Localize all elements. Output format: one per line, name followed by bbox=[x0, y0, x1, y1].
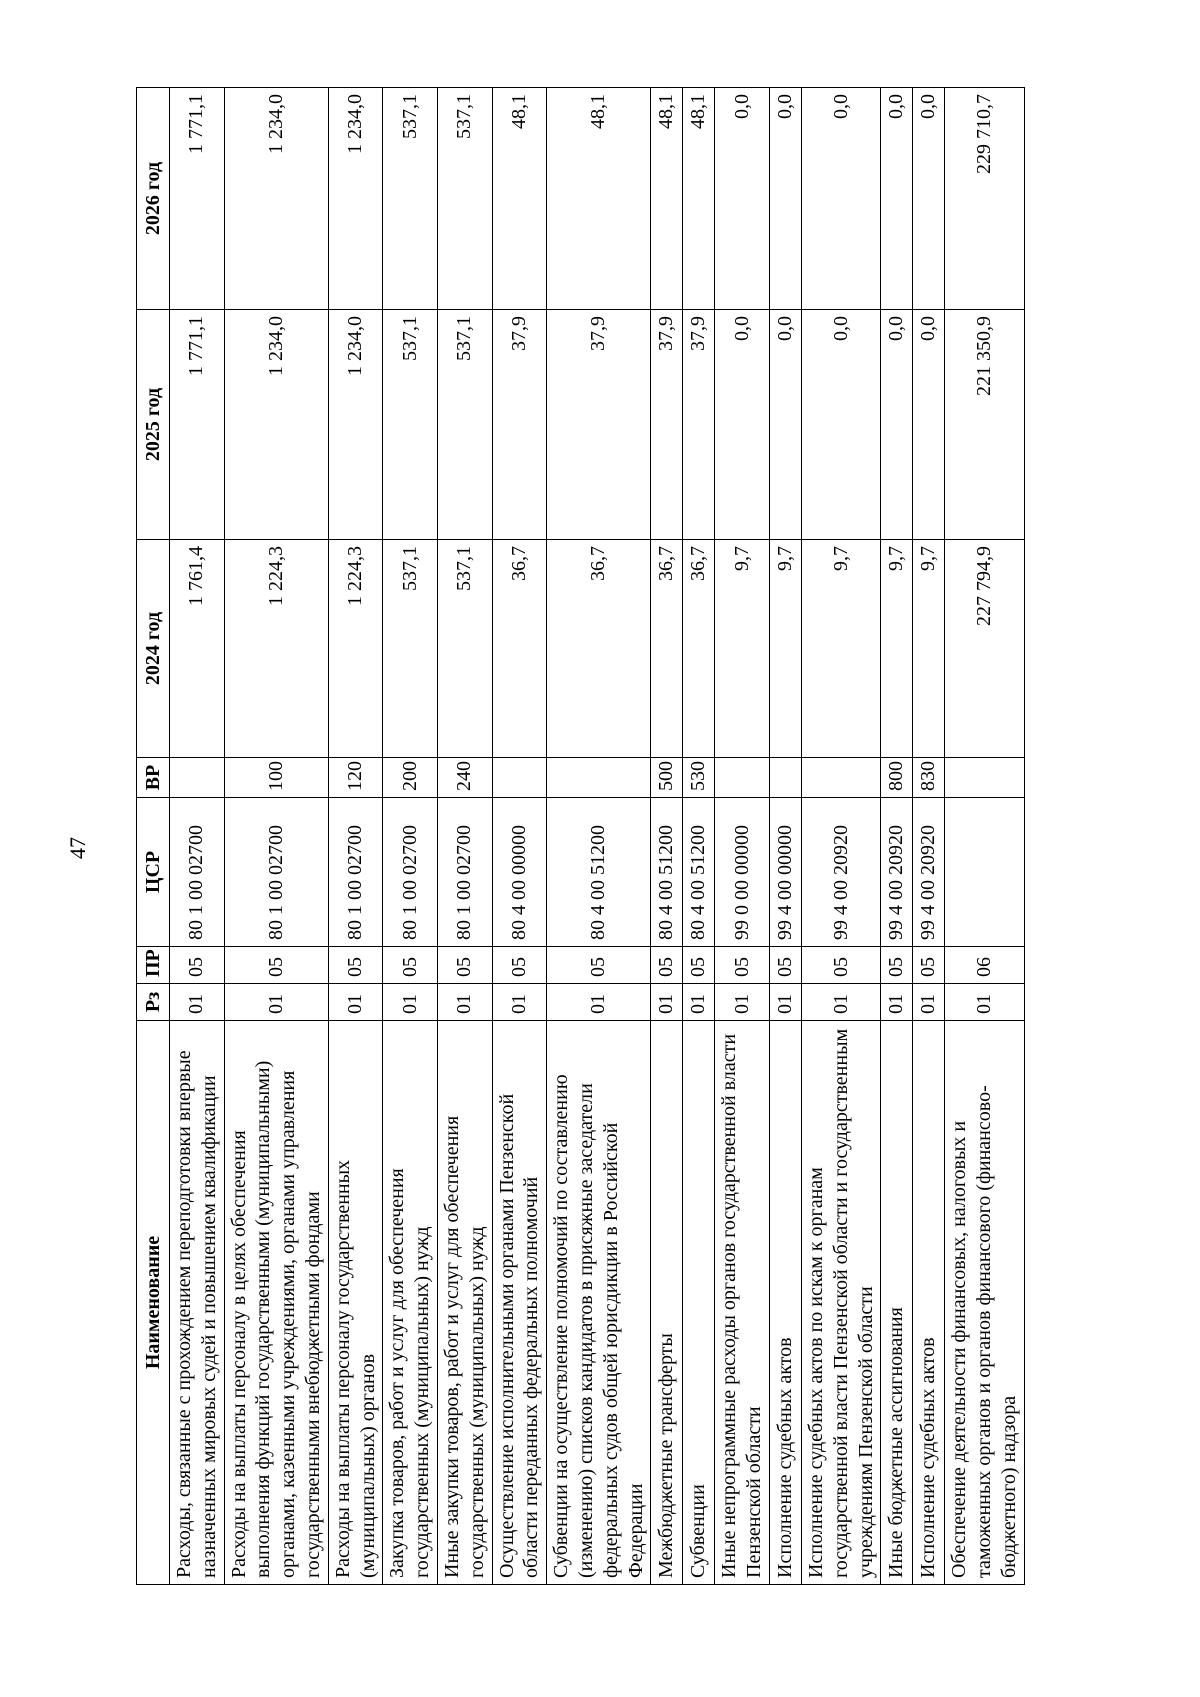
cell-2024: 9,7 bbox=[715, 540, 770, 758]
cell-2026: 0,0 bbox=[801, 88, 880, 310]
cell-2025: 1 771,1 bbox=[170, 310, 225, 540]
col-header-name: Наименование bbox=[137, 1021, 170, 1585]
cell-name: Субвенции на осуществление полномочий по составлению (изменению) списков кандидатов в присяжные заседатели федеральных судов общей юрисдикции в Российской Федерации bbox=[547, 1021, 651, 1585]
cell-rz: 01 bbox=[224, 984, 328, 1021]
cell-2025: 37,9 bbox=[492, 310, 547, 540]
cell-2026: 537,1 bbox=[383, 88, 438, 310]
cell-vr bbox=[547, 758, 651, 798]
cell-2026: 229 710,7 bbox=[945, 88, 1024, 310]
cell-2024: 1 224,3 bbox=[328, 540, 383, 758]
cell-2025: 221 350,9 bbox=[945, 310, 1024, 540]
cell-2025: 537,1 bbox=[437, 310, 492, 540]
col-header-2026: 2026 год bbox=[137, 88, 170, 310]
cell-csr: 80 1 00 02700 bbox=[224, 798, 328, 947]
cell-2024: 36,7 bbox=[651, 540, 683, 758]
table-row bbox=[715, 88, 770, 1585]
cell-name: Субвенции bbox=[683, 1021, 715, 1585]
cell-2026: 48,1 bbox=[492, 88, 547, 310]
cell-2024: 36,7 bbox=[547, 540, 651, 758]
cell-pr: 05 bbox=[913, 947, 945, 984]
cell-csr: 99 4 00 20920 bbox=[881, 798, 913, 947]
table-row bbox=[881, 88, 913, 1585]
cell-2026: 0,0 bbox=[715, 88, 770, 310]
cell-vr bbox=[945, 758, 1024, 798]
cell-2026: 0,0 bbox=[913, 88, 945, 310]
table-row bbox=[683, 88, 715, 1585]
cell-rz: 01 bbox=[437, 984, 492, 1021]
cell-rz: 01 bbox=[913, 984, 945, 1021]
cell-rz: 01 bbox=[547, 984, 651, 1021]
cell-name: Осуществление исполнительными органами Пензенской области переданных федеральных полномочий bbox=[492, 1021, 547, 1585]
cell-rz: 01 bbox=[881, 984, 913, 1021]
budget-table bbox=[136, 87, 1025, 1585]
cell-name: Исполнение судебных актов по искам к органам государственной власти Пензенской области и государственным учреждениям Пензенской области bbox=[801, 1021, 880, 1585]
cell-name: Межбюджетные трансферты bbox=[651, 1021, 683, 1585]
cell-name: Иные бюджетные ассигнования bbox=[881, 1021, 913, 1585]
cell-2026: 1 234,0 bbox=[328, 88, 383, 310]
table-row bbox=[437, 88, 492, 1585]
cell-2024: 537,1 bbox=[437, 540, 492, 758]
cell-pr: 05 bbox=[715, 947, 770, 984]
cell-name: Иные закупки товаров, работ и услуг для обеспечения государственных (муниципальных) нужд bbox=[437, 1021, 492, 1585]
cell-pr: 05 bbox=[383, 947, 438, 984]
cell-2024: 9,7 bbox=[769, 540, 801, 758]
cell-pr: 05 bbox=[224, 947, 328, 984]
cell-rz: 01 bbox=[170, 984, 225, 1021]
table-row bbox=[224, 88, 328, 1585]
cell-2024: 9,7 bbox=[913, 540, 945, 758]
cell-pr: 05 bbox=[492, 947, 547, 984]
cell-2024: 9,7 bbox=[881, 540, 913, 758]
cell-2026: 0,0 bbox=[769, 88, 801, 310]
table-row bbox=[383, 88, 438, 1585]
cell-2025: 537,1 bbox=[383, 310, 438, 540]
cell-rz: 01 bbox=[945, 984, 1024, 1021]
rotated-table-container bbox=[136, 88, 1054, 1585]
cell-2026: 48,1 bbox=[547, 88, 651, 310]
cell-rz: 01 bbox=[715, 984, 770, 1021]
cell-csr: 80 1 00 02700 bbox=[437, 798, 492, 947]
cell-vr bbox=[715, 758, 770, 798]
cell-name: Исполнение судебных актов bbox=[769, 1021, 801, 1585]
cell-vr bbox=[170, 758, 225, 798]
cell-2024: 36,7 bbox=[492, 540, 547, 758]
cell-pr: 05 bbox=[769, 947, 801, 984]
cell-2026: 48,1 bbox=[683, 88, 715, 310]
cell-2025: 0,0 bbox=[715, 310, 770, 540]
col-header-2024: 2024 год bbox=[137, 540, 170, 758]
cell-2026: 48,1 bbox=[651, 88, 683, 310]
cell-name: Расходы на выплаты персоналу государственных (муниципальных) органов bbox=[328, 1021, 383, 1585]
table-row bbox=[170, 88, 225, 1585]
cell-csr: 99 0 00 00000 bbox=[715, 798, 770, 947]
cell-csr: 80 4 00 51200 bbox=[651, 798, 683, 947]
header-row bbox=[137, 88, 170, 1585]
cell-pr: 05 bbox=[801, 947, 880, 984]
col-header-rz: Рз bbox=[137, 984, 170, 1021]
cell-csr bbox=[945, 798, 1024, 947]
cell-pr: 05 bbox=[170, 947, 225, 984]
cell-2024: 36,7 bbox=[683, 540, 715, 758]
cell-name: Иные непрограммные расходы органов государственной власти Пензенской области bbox=[715, 1021, 770, 1585]
cell-csr: 99 4 00 00000 bbox=[769, 798, 801, 947]
cell-pr: 05 bbox=[547, 947, 651, 984]
cell-rz: 01 bbox=[801, 984, 880, 1021]
cell-2024: 537,1 bbox=[383, 540, 438, 758]
cell-name: Расходы, связанные с прохождением переподготовки впервые назначенных мировых судей и повышением квалификации bbox=[170, 1021, 225, 1585]
cell-rz: 01 bbox=[683, 984, 715, 1021]
col-header-csr: ЦСР bbox=[137, 798, 170, 947]
cell-vr: 240 bbox=[437, 758, 492, 798]
cell-2026: 537,1 bbox=[437, 88, 492, 310]
cell-2026: 1 234,0 bbox=[224, 88, 328, 310]
cell-2025: 0,0 bbox=[801, 310, 880, 540]
cell-pr: 06 bbox=[945, 947, 1024, 984]
cell-csr: 99 4 00 20920 bbox=[801, 798, 880, 947]
table-row bbox=[769, 88, 801, 1585]
cell-vr: 120 bbox=[328, 758, 383, 798]
cell-name: Обеспечение деятельности финансовых, налоговых и таможенных органов и органов финансового (финансово-бюджетного) надзора bbox=[945, 1021, 1024, 1585]
cell-rz: 01 bbox=[769, 984, 801, 1021]
cell-csr: 80 4 00 51200 bbox=[547, 798, 651, 947]
cell-2025: 0,0 bbox=[881, 310, 913, 540]
table-row bbox=[492, 88, 547, 1585]
cell-csr: 80 1 00 02700 bbox=[170, 798, 225, 947]
table-row bbox=[328, 88, 383, 1585]
cell-rz: 01 bbox=[383, 984, 438, 1021]
cell-2024: 1 761,4 bbox=[170, 540, 225, 758]
table-row bbox=[547, 88, 651, 1585]
cell-csr: 80 4 00 00000 bbox=[492, 798, 547, 947]
cell-pr: 05 bbox=[683, 947, 715, 984]
cell-rz: 01 bbox=[492, 984, 547, 1021]
cell-csr: 99 4 00 20920 bbox=[913, 798, 945, 947]
cell-vr: 500 bbox=[651, 758, 683, 798]
table-row bbox=[945, 88, 1024, 1585]
cell-2025: 1 234,0 bbox=[328, 310, 383, 540]
cell-2025: 1 234,0 bbox=[224, 310, 328, 540]
cell-vr: 800 bbox=[881, 758, 913, 798]
col-header-2025: 2025 год bbox=[137, 310, 170, 540]
col-header-pr: ПР bbox=[137, 947, 170, 984]
cell-pr: 05 bbox=[651, 947, 683, 984]
cell-vr bbox=[492, 758, 547, 798]
cell-2025: 0,0 bbox=[913, 310, 945, 540]
cell-2025: 37,9 bbox=[651, 310, 683, 540]
table-row bbox=[913, 88, 945, 1585]
col-header-vr: ВР bbox=[137, 758, 170, 798]
cell-name: Исполнение судебных актов bbox=[913, 1021, 945, 1585]
cell-csr: 80 1 00 02700 bbox=[328, 798, 383, 947]
cell-2026: 1 771,1 bbox=[170, 88, 225, 310]
cell-csr: 80 4 00 51200 bbox=[683, 798, 715, 947]
cell-2024: 9,7 bbox=[801, 540, 880, 758]
cell-name: Расходы на выплаты персоналу в целях обеспечения выполнения функций государственными (муниципальными) органами, казенными учреждениями, органами управления государственными внебюджетными фондами bbox=[224, 1021, 328, 1585]
cell-vr: 530 bbox=[683, 758, 715, 798]
cell-vr bbox=[801, 758, 880, 798]
cell-rz: 01 bbox=[328, 984, 383, 1021]
cell-pr: 05 bbox=[437, 947, 492, 984]
cell-name: Закупка товаров, работ и услуг для обеспечения государственных (муниципальных) нужд bbox=[383, 1021, 438, 1585]
cell-vr: 100 bbox=[224, 758, 328, 798]
cell-csr: 80 1 00 02700 bbox=[383, 798, 438, 947]
table-row bbox=[651, 88, 683, 1585]
table-row bbox=[801, 88, 880, 1585]
cell-2024: 227 794,9 bbox=[945, 540, 1024, 758]
cell-vr: 830 bbox=[913, 758, 945, 798]
cell-2025: 37,9 bbox=[683, 310, 715, 540]
cell-2025: 0,0 bbox=[769, 310, 801, 540]
cell-pr: 05 bbox=[328, 947, 383, 984]
cell-2025: 37,9 bbox=[547, 310, 651, 540]
cell-rz: 01 bbox=[651, 984, 683, 1021]
cell-2024: 1 224,3 bbox=[224, 540, 328, 758]
cell-vr bbox=[769, 758, 801, 798]
cell-vr: 200 bbox=[383, 758, 438, 798]
page-number: 47 bbox=[65, 837, 90, 859]
cell-2026: 0,0 bbox=[881, 88, 913, 310]
cell-pr: 05 bbox=[881, 947, 913, 984]
